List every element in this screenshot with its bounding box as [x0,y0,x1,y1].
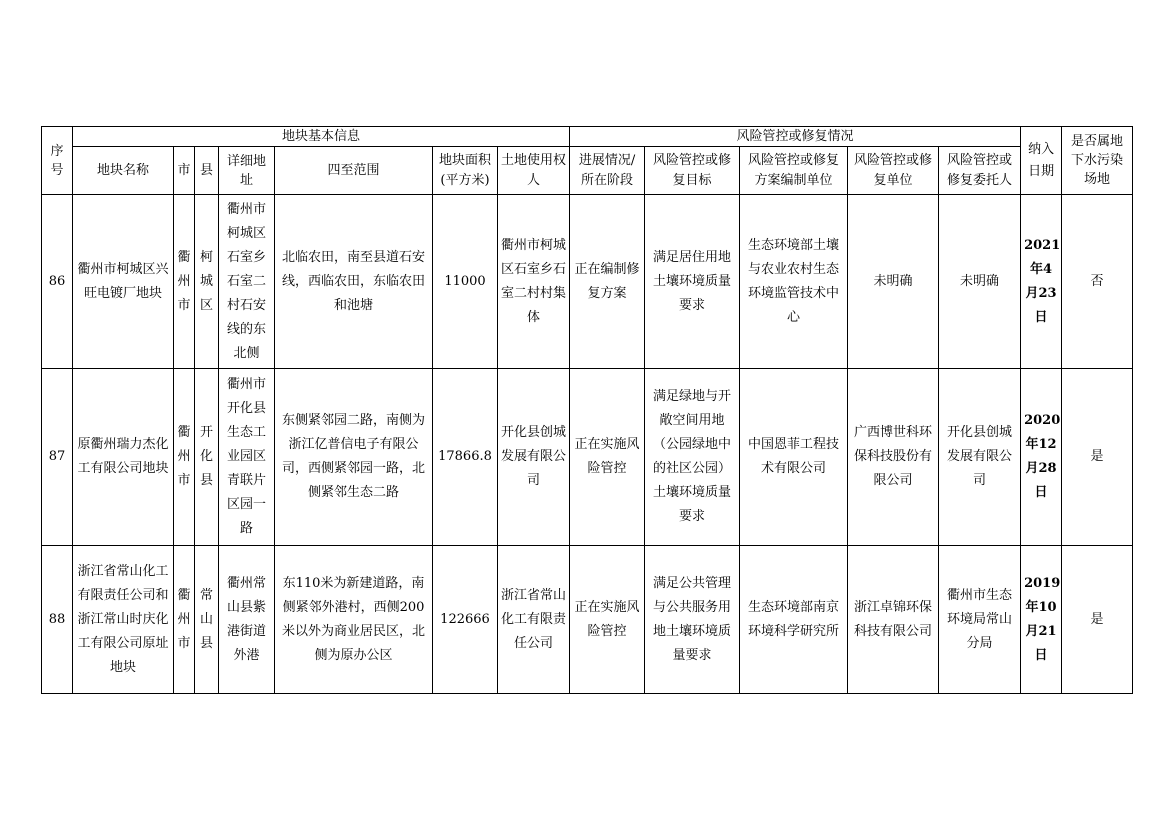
cell-address: 衢州市开化县生态工业园区青联片区园一路 [219,369,275,546]
header-area: 地块面积(平方米) [433,147,498,195]
cell-date: 2019年10月21日 [1021,546,1062,694]
land-plot-table [41,126,1133,694]
cell-goal: 满足公共管理与公共服务用地土壤环境质量要求 [645,546,740,694]
header-date: 纳入日期 [1021,127,1062,195]
cell-county: 开 化 县 [195,369,219,546]
cell-land-user: 浙江省常山化工有限责任公司 [498,546,570,694]
header-progress: 进展情况/所在阶段 [570,147,645,195]
header-plot-name: 地块名称 [73,147,174,195]
header-plan-unit: 风险管控或修复方案编制单位 [740,147,848,195]
cell-seq: 87 [42,369,73,546]
cell-boundary: 东侧紧邻园二路，南侧为浙江亿普信电子有限公司，西侧紧邻园一路，北侧紧邻生态二路 [275,369,433,546]
cell-city: 衢 州 市 [174,195,195,369]
cell-goal: 满足居住用地土壤环境质量要求 [645,195,740,369]
cell-plan-unit: 生态环境部土壤与农业农村生态环境监管技术中心 [740,195,848,369]
header-county: 县 [195,147,219,195]
table-row [42,546,1133,694]
header-row-columns [42,147,1133,195]
cell-goal: 满足绿地与开敞空间用地（公园绿地中的社区公园）土壤环境质量要求 [645,369,740,546]
cell-area: 17866.8 [433,369,498,546]
cell-plan-unit: 生态环境部南京环境科学研究所 [740,546,848,694]
cell-client: 衢州市生态环境局常山分局 [939,546,1021,694]
cell-progress: 正在实施风险管控 [570,546,645,694]
header-row-groups [42,127,1133,147]
cell-groundwater: 是 [1062,546,1133,694]
cell-boundary: 北临农田，南至县道石安线，西临农田，东临农田和池塘 [275,195,433,369]
cell-seq: 88 [42,546,73,694]
header-seq: 序号 [42,127,73,195]
header-group-basic: 地块基本信息 [73,127,570,147]
cell-area: 122666 [433,546,498,694]
table-row [42,195,1133,369]
cell-address: 衢州市柯城区石室乡石室二村石安线的东北侧 [219,195,275,369]
cell-land-user: 开化县创城发展有限公司 [498,369,570,546]
cell-repair-unit: 未明确 [848,195,939,369]
cell-boundary: 东110米为新建道路，南侧紧邻外港村，西侧200米以外为商业居民区，北侧为原办公区 [275,546,433,694]
header-group-risk: 风险管控或修复情况 [570,127,1021,147]
cell-plan-unit: 中国恩菲工程技术有限公司 [740,369,848,546]
header-boundary: 四至范围 [275,147,433,195]
cell-groundwater: 是 [1062,369,1133,546]
cell-plot-name: 衢州市柯城区兴旺电镀厂地块 [73,195,174,369]
header-repair-unit: 风险管控或修复单位 [848,147,939,195]
cell-area: 11000 [433,195,498,369]
cell-client: 未明确 [939,195,1021,369]
header-city: 市 [174,147,195,195]
cell-county: 柯 城 区 [195,195,219,369]
table-row [42,369,1133,546]
cell-city: 衢 州 市 [174,369,195,546]
header-client: 风险管控或修复委托人 [939,147,1021,195]
cell-date: 2021年4月23日 [1021,195,1062,369]
cell-date: 2020年12月28日 [1021,369,1062,546]
cell-land-user: 衢州市柯城区石室乡石室二村村集体 [498,195,570,369]
header-goal: 风险管控或修复目标 [645,147,740,195]
header-address: 详细地址 [219,147,275,195]
cell-county: 常 山 县 [195,546,219,694]
cell-plot-name: 原衢州瑞力杰化工有限公司地块 [73,369,174,546]
cell-client: 开化县创城发展有限公司 [939,369,1021,546]
cell-seq: 86 [42,195,73,369]
cell-address: 衢州常山县紫港街道外港 [219,546,275,694]
cell-plot-name: 浙江省常山化工有限责任公司和浙江常山时庆化工有限公司原址地块 [73,546,174,694]
cell-city: 衢 州 市 [174,546,195,694]
header-groundwater: 是否属地下水污染场地 [1062,127,1133,195]
cell-progress: 正在实施风险管控 [570,369,645,546]
cell-progress: 正在编制修复方案 [570,195,645,369]
header-land-user: 土地使用权人 [498,147,570,195]
cell-repair-unit: 浙江卓锦环保科技有限公司 [848,546,939,694]
cell-groundwater: 否 [1062,195,1133,369]
cell-repair-unit: 广西博世科环保科技股份有限公司 [848,369,939,546]
